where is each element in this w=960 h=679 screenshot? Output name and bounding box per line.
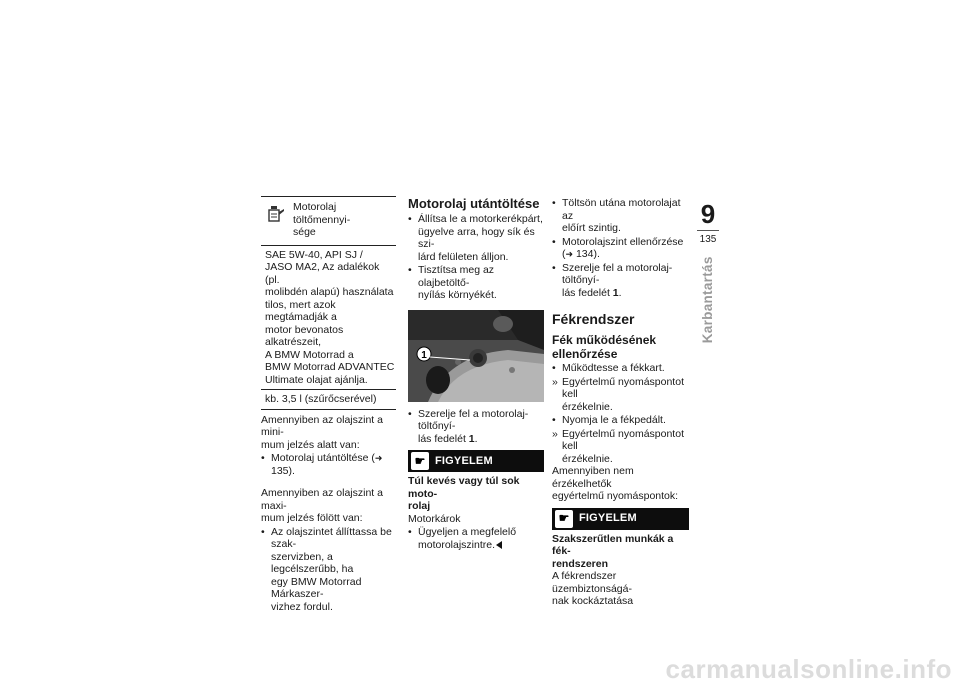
page-ref-arrow-icon: ➜ xyxy=(374,453,383,463)
step-brake-lever: • Működtesse a fékkart. xyxy=(552,362,689,375)
bullet-oil-level xyxy=(408,526,544,551)
chapter-title: Karbantartás xyxy=(699,256,715,344)
paragraph-max-level: Amennyiben az olajszint a maxi- mum jelzés fölött van: xyxy=(261,487,383,524)
bullet-fit-cap-end: . xyxy=(474,432,478,445)
end-of-section-icon xyxy=(496,541,502,549)
warning-icon: ☛ xyxy=(411,452,429,470)
bullet-clean: • Tisztítsa meg az olajbetöltő- nyílás környékét. xyxy=(408,264,544,302)
cap-ref-number: 1 xyxy=(468,432,475,445)
bullet-check-level xyxy=(552,236,689,261)
bullet-fit-cap-text: Szerelje fel a motorolaj-töltőnyí- lás fedelét xyxy=(418,407,529,445)
warning-box-brakes xyxy=(552,508,689,530)
paragraph-no-pressure: Amennyiben nem érzékelhetők egyértelmű nyomáspontok: xyxy=(552,465,679,502)
photo-callout-label: 1 xyxy=(421,349,427,361)
warning-title-brakes: Szakszerűtlen munkák a fék- rendszeren xyxy=(552,532,674,570)
chapter-divider xyxy=(697,230,719,231)
page-ref-arrow-icon: ➜ xyxy=(565,249,574,259)
bullet-fit-cap-2-end: . xyxy=(618,286,622,299)
bullet-oil-level-text: Ügyeljen a megfelelő motorolajszintre. xyxy=(418,526,517,551)
page-ref[interactable]: 135). xyxy=(271,464,295,477)
column-middle xyxy=(408,196,544,551)
bullet-workshop: • Az olajszintet állíttassa be szak- szervizben, a legcélszerűbb, ha egy BMW Motorrad Márkaszer- vizhez fordul. xyxy=(261,526,396,614)
result-pressure-point-2: » Egyértelmű nyomáspontot kell érzékelnie. xyxy=(552,428,689,466)
paragraph-min-level: Amennyiben az olajszint a mini- mum jelzés alatt van: xyxy=(261,413,383,451)
bullet-fit-cap-2 xyxy=(552,262,689,300)
bullet-fill-oil: • Töltsön utána motorolajat az előírt szintig. xyxy=(552,197,689,235)
step-brake-pedal: • Nyomja le a fékpedált. xyxy=(552,414,689,427)
oil-spec-header-text: Motorolaj töltőmennyi- sége xyxy=(293,201,351,238)
bullet-top-up xyxy=(261,452,396,477)
warning-text-brakes: A fékrendszer üzembiztonságá- nak kockáztatása xyxy=(552,570,634,607)
section-heading-brakes: Fékrendszer xyxy=(552,311,635,327)
oil-spec-header xyxy=(261,197,396,246)
column-right xyxy=(552,196,689,608)
engine-oil-filler-photo xyxy=(408,310,544,402)
warning-box xyxy=(408,450,544,472)
warning-label: FIGYELEM xyxy=(579,512,637,525)
bullet-fit-cap xyxy=(408,408,544,446)
oil-spec-grade: SAE 5W-40, API SJ / JASO MA2, Az adalékok (pl. molibdén alapú) használata tilos, mert azok megtámadják a motor bevonatos alkatrészeit, A BMW Motorrad a BMW Motorrad ADVANTEC Ultimate olajat ajánlja. xyxy=(261,246,396,391)
warning-icon: ☛ xyxy=(555,510,573,528)
bullet-check-level-text: Motorolajszint ellenőrzése ( xyxy=(562,235,684,260)
cap-ref-number: 1 xyxy=(612,286,619,299)
bullet-fit-cap-2-text: Szerelje fel a motorolaj-töltőnyí- lás fedelét xyxy=(562,261,673,299)
warning-text: Motorkárok xyxy=(408,512,461,525)
bullet-top-up-text: Motorolaj utántöltése ( xyxy=(271,452,375,464)
section-heading-oil-topup: Motorolaj utántöltése xyxy=(408,196,540,211)
result-pressure-point-1: » Egyértelmű nyomáspontot kell érzékelnie. xyxy=(552,376,689,414)
oil-spec-table xyxy=(261,196,396,410)
watermark: carmanualsonline.info xyxy=(665,653,952,679)
warning-title: Túl kevés vagy túl sok moto- rolaj xyxy=(408,475,520,512)
oil-spec-amount: kb. 3,5 l (szűrőcserével) xyxy=(261,390,396,410)
column-left xyxy=(261,196,396,613)
subheading-brake-check: Fék működésének ellenőrzése xyxy=(552,333,657,361)
oil-can-icon xyxy=(265,203,287,225)
warning-label: FIGYELEM xyxy=(435,454,493,467)
bullet-park: • Állítsa le a motorkerékpárt, ügyelve arra, hogy sík és szi- lárd felületen álljon. xyxy=(408,213,544,263)
page-number: 135 xyxy=(699,234,717,245)
page-ref[interactable]: 134). xyxy=(575,248,600,260)
chapter-number: 9 xyxy=(700,199,716,229)
